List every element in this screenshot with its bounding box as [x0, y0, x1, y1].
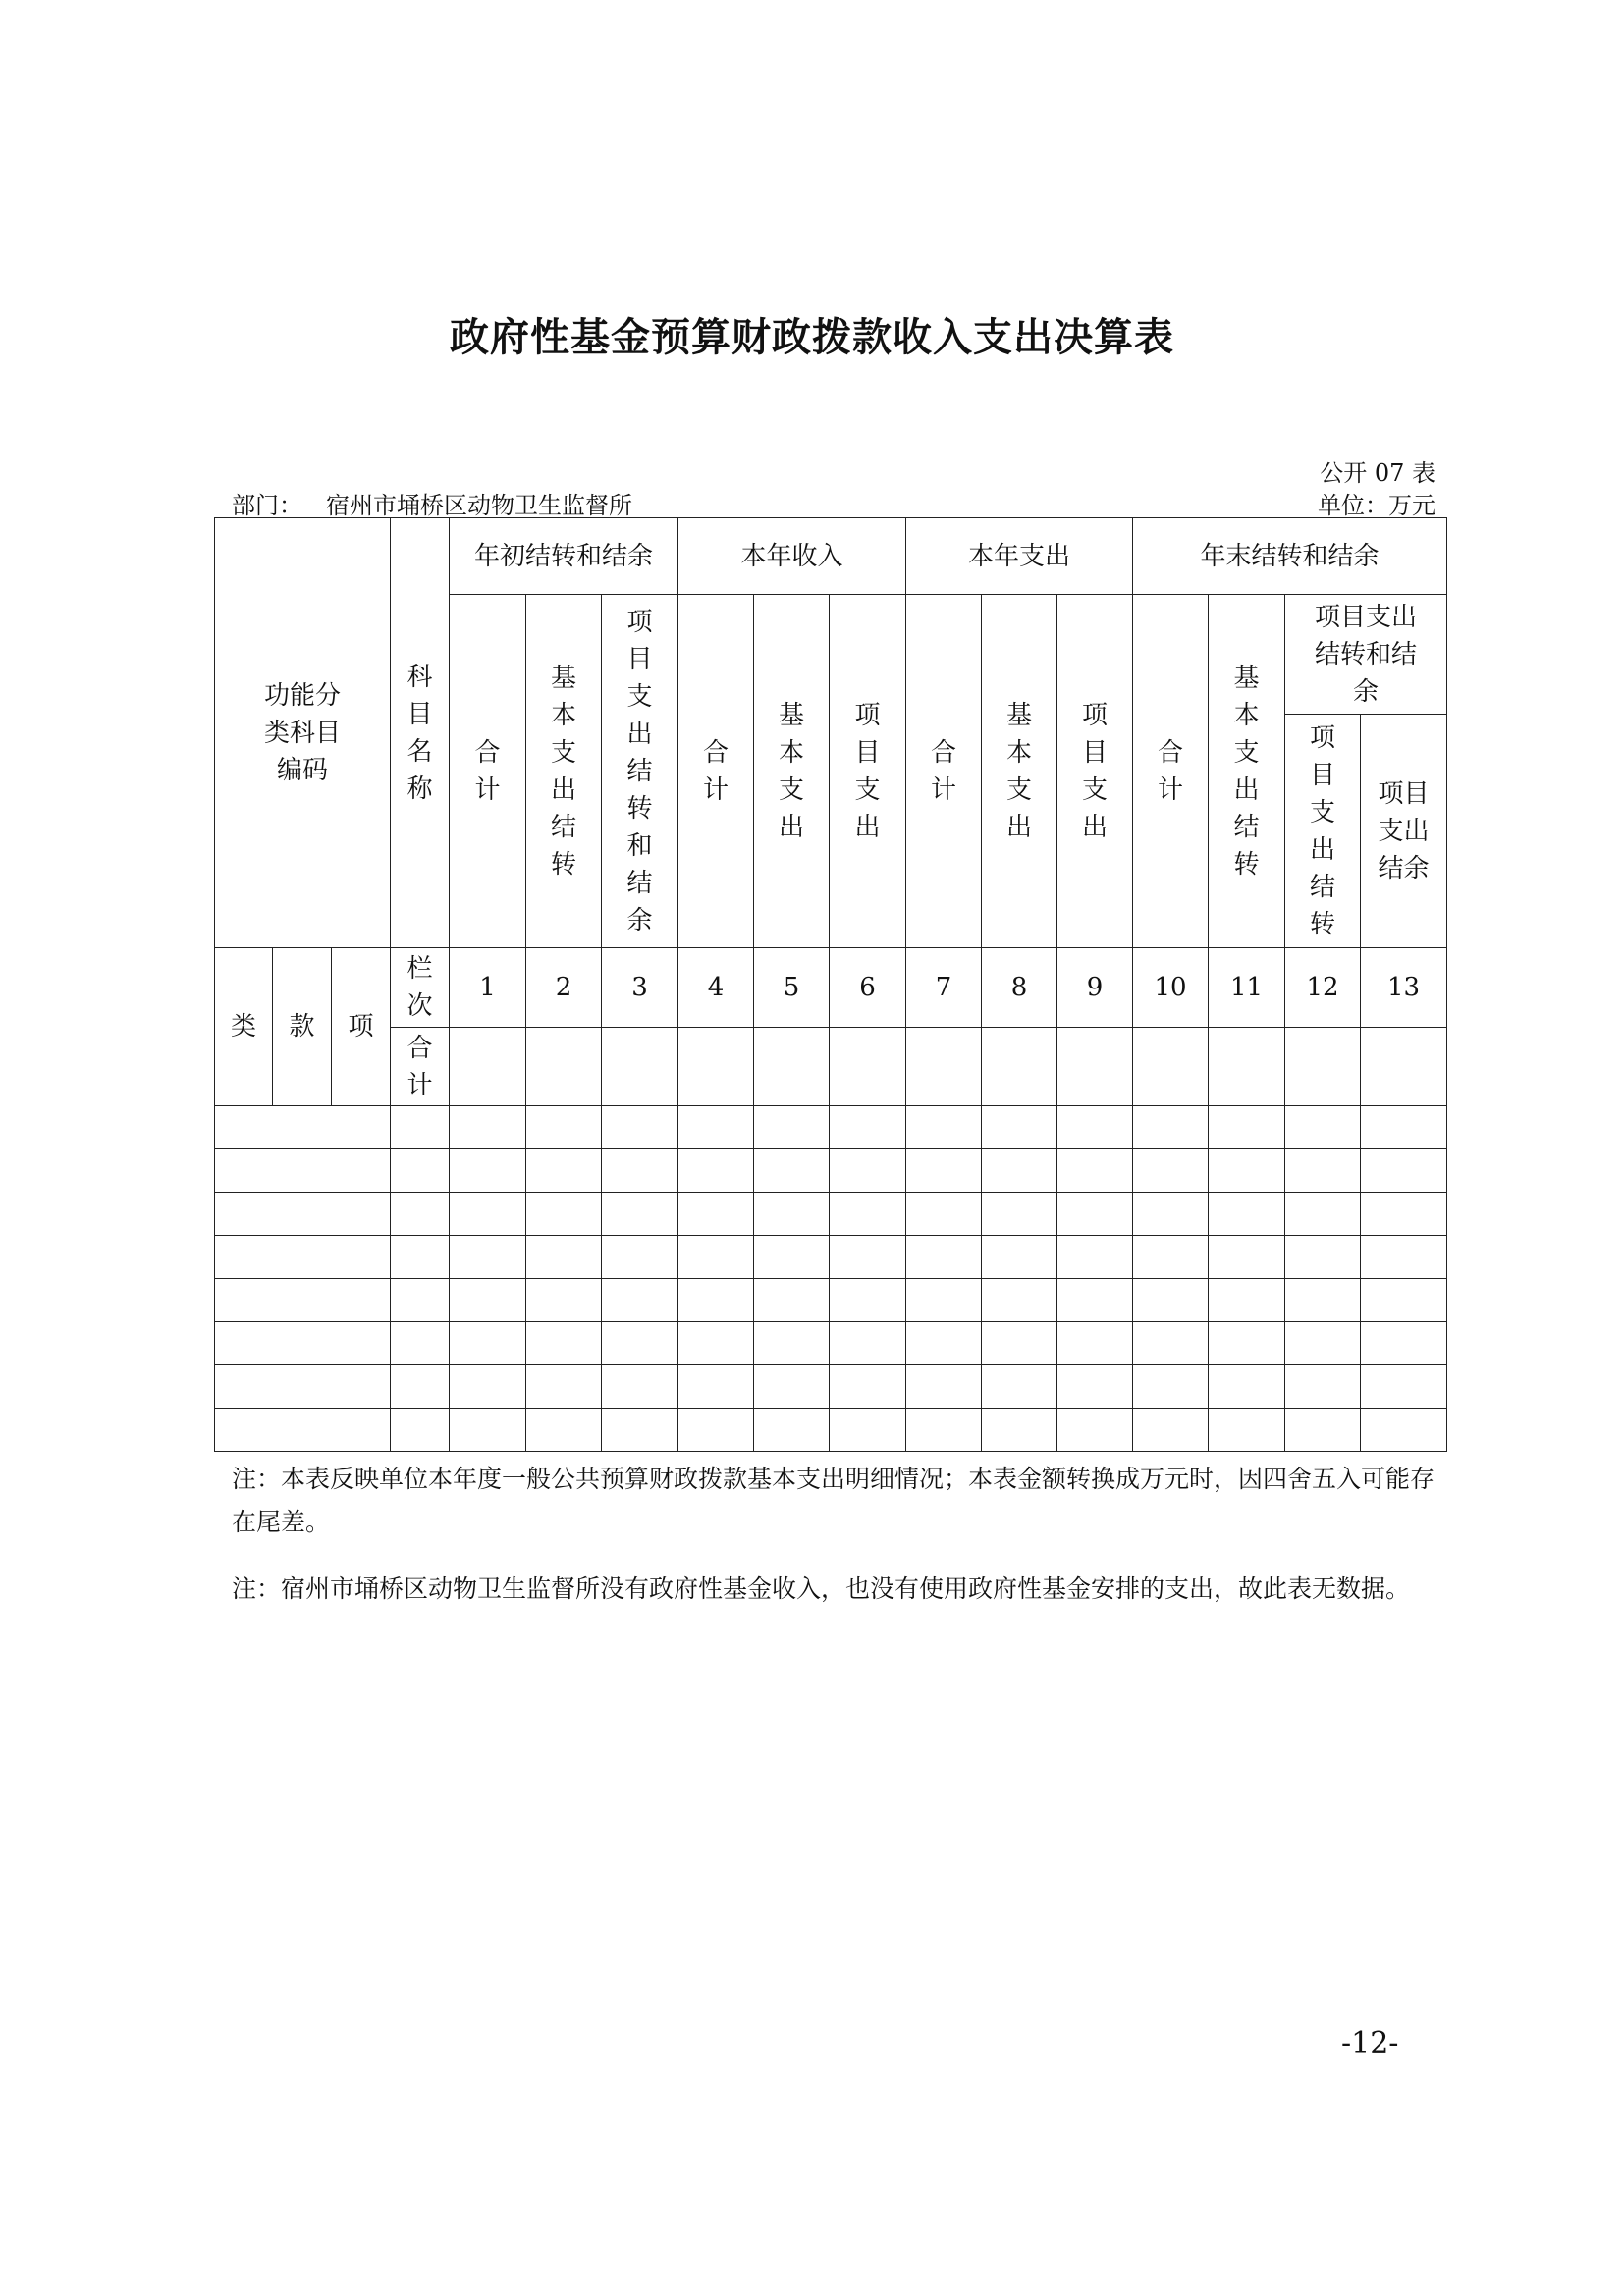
group-end: 年末结转和结余: [1133, 518, 1447, 595]
col-end-project-balance: 项目支出结余: [1361, 715, 1447, 948]
note-2: 注：宿州市埇桥区动物卫生监督所没有政府性基金收入，也没有使用政府性基金安排的支出，故此表无数据。: [232, 1575, 1411, 1603]
col-number: 9: [1057, 948, 1133, 1028]
func-code-header: 功能分类科目编码: [215, 518, 391, 948]
table-row: [215, 1149, 1447, 1193]
col-number: 4: [678, 948, 754, 1028]
table-cell: [982, 1028, 1057, 1106]
col-number: 10: [1133, 948, 1209, 1028]
group-begin: 年初结转和结余: [450, 518, 678, 595]
group-expense: 本年支出: [906, 518, 1133, 595]
code-xiang: 项: [332, 948, 391, 1106]
code-kuan: 款: [273, 948, 332, 1106]
table-cell: [526, 1028, 602, 1106]
budget-table: [214, 517, 1447, 1452]
table-row: [215, 1193, 1447, 1236]
table-cell: [1057, 1028, 1133, 1106]
col-income-basic: 基本支出: [754, 595, 830, 948]
col-begin-total: 合计: [450, 595, 526, 948]
col-end-project-carry: 项目支出结转: [1285, 715, 1361, 948]
col-number: 12: [1285, 948, 1361, 1028]
col-income-total: 合计: [678, 595, 754, 948]
col-number: 2: [526, 948, 602, 1028]
table-row: [215, 1409, 1447, 1452]
col-expense-basic: 基本支出: [982, 595, 1057, 948]
unit-label: 单位：万元: [1318, 492, 1435, 519]
row-total-label: 合计: [391, 1028, 450, 1106]
note-1: 注：本表反映单位本年度一般公共预算财政拨款基本支出明细情况；本表金额转换成万元时，因四舍五入可能存在尾差。: [232, 1465, 1435, 1536]
subject-name-header: 科目名称: [391, 518, 450, 948]
row-index-label: 栏次: [391, 948, 450, 1028]
col-number: 13: [1361, 948, 1447, 1028]
table-cell: [1361, 1028, 1447, 1106]
table-cell: [1209, 1028, 1285, 1106]
col-begin-project: 项目支出结转和结余: [602, 595, 678, 948]
department-line: [232, 486, 632, 520]
col-number: 5: [754, 948, 830, 1028]
col-number: 3: [602, 948, 678, 1028]
col-number: 1: [450, 948, 526, 1028]
table-row: [215, 1236, 1447, 1279]
department-label: 部门：: [232, 492, 302, 519]
col-number: 8: [982, 948, 1057, 1028]
table-cell: [1133, 1028, 1209, 1106]
col-number: 6: [830, 948, 906, 1028]
table-cell: [754, 1028, 830, 1106]
col-end-project-group: 项目支出结转和结余: [1285, 595, 1447, 715]
table-row: [215, 1279, 1447, 1322]
table-row: [215, 1365, 1447, 1409]
col-income-project: 项目支出: [830, 595, 906, 948]
col-expense-total: 合计: [906, 595, 982, 948]
table-row: [215, 1106, 1447, 1149]
table-cell: [830, 1028, 906, 1106]
table-cell: [906, 1028, 982, 1106]
page-title: 政府性基金预算财政拨款收入支出决算表: [450, 315, 1174, 360]
col-end-total: 合计: [1133, 595, 1209, 948]
group-income: 本年收入: [678, 518, 906, 595]
code-lei: 类: [215, 948, 273, 1106]
col-number: 7: [906, 948, 982, 1028]
table-cell: [450, 1028, 526, 1106]
table-row: [215, 1322, 1447, 1365]
table-cell: [1285, 1028, 1361, 1106]
table-cell: [602, 1028, 678, 1106]
col-number: 11: [1209, 948, 1285, 1028]
notes: [232, 1458, 1439, 1634]
col-end-basic: 基本支出结转: [1209, 595, 1285, 948]
col-expense-project: 项目支出: [1057, 595, 1133, 948]
department-name: 宿州市埇桥区动物卫生监督所: [326, 492, 632, 519]
col-begin-basic: 基本支出结转: [526, 595, 602, 948]
page-number: -12-: [1341, 2026, 1399, 2060]
table-cell: [678, 1028, 754, 1106]
form-number: 公开 07 表: [1320, 459, 1435, 487]
